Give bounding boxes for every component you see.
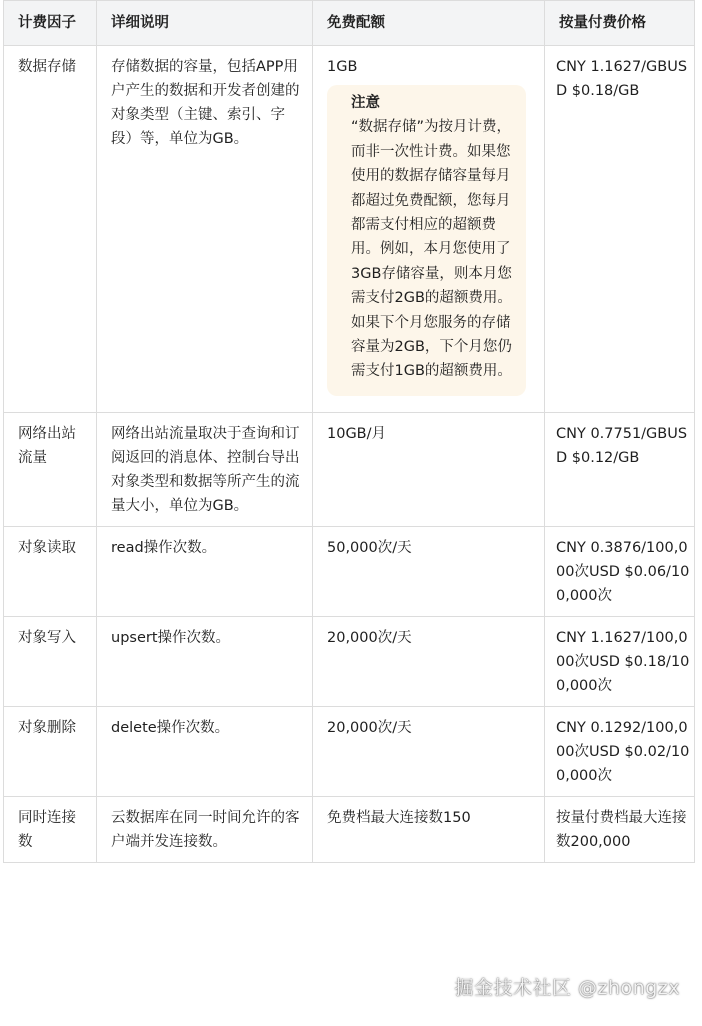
- table-row: [4, 526, 695, 616]
- row-free-quota: 20,000次/天: [313, 616, 545, 706]
- row-free-quota: 10GB/月: [313, 412, 545, 526]
- header-free-quota: 免费配额: [313, 1, 545, 46]
- row-description: upsert操作次数。: [97, 616, 313, 706]
- row-factor: 对象读取: [4, 526, 97, 616]
- row-price: CNY 0.3876/100,000次USD $0.06/100,000次: [545, 526, 695, 616]
- row-free-quota: 20,000次/天: [313, 706, 545, 796]
- row-description: 存储数据的容量，包括APP用户产生的数据和开发者创建的对象类型（主键、索引、字段）等，单位为GB。: [97, 46, 313, 413]
- watermark: 掘金技术社区 @zhongzx: [454, 977, 680, 999]
- row-factor: 对象写入: [4, 616, 97, 706]
- note-box: [327, 85, 526, 396]
- row-description: 云数据库在同一时间允许的客户端并发连接数。: [97, 796, 313, 862]
- header-price: 按量付费价格: [545, 1, 695, 46]
- header-factor: 计费因子: [4, 1, 97, 46]
- row-price: CNY 0.1292/100,000次USD $0.02/100,000次: [545, 706, 695, 796]
- row-factor: 对象删除: [4, 706, 97, 796]
- table-row: [4, 412, 695, 526]
- header-description: 详细说明: [97, 1, 313, 46]
- row-free-quota: 50,000次/天: [313, 526, 545, 616]
- row-free-quota-cell: [313, 46, 545, 413]
- pricing-table: [3, 0, 695, 863]
- row-price: CNY 1.1627/100,000次USD $0.18/100,000次: [545, 616, 695, 706]
- row-factor: 网络出站流量: [4, 412, 97, 526]
- row-factor: 数据存储: [4, 46, 97, 413]
- row-free-quota: 1GB: [327, 59, 358, 75]
- row-factor: 同时连接数: [4, 796, 97, 862]
- row-price: 按量付费档最大连接数200,000: [545, 796, 695, 862]
- row-description: read操作次数。: [97, 526, 313, 616]
- row-price: CNY 0.7751/GBUSD $0.12/GB: [545, 412, 695, 526]
- row-price: CNY 1.1627/GBUSD $0.18/GB: [545, 46, 695, 413]
- table-header-row: [4, 1, 695, 46]
- row-description: 网络出站流量取决于查询和订阅返回的消息体、控制台导出对象类型和数据等所产生的流量大小，单位为GB。: [97, 412, 313, 526]
- table-row: [4, 46, 695, 413]
- note-title: 注意: [351, 95, 380, 111]
- table-row: [4, 796, 695, 862]
- row-description: delete操作次数。: [97, 706, 313, 796]
- table-row: [4, 706, 695, 796]
- row-free-quota: 免费档最大连接数150: [313, 796, 545, 862]
- table-row: [4, 616, 695, 706]
- note-text: “数据存储”为按月计费，而非一次性计费。如果您使用的数据存储容量每月都超过免费配额，您每月都需支付相应的超额费用。例如，本月您使用了3GB存储容量，则本月您需支付2GB的超额费用。如果下个月您服务的存储容量为2GB，下个月您仍需支付1GB的超额费用。: [351, 119, 512, 380]
